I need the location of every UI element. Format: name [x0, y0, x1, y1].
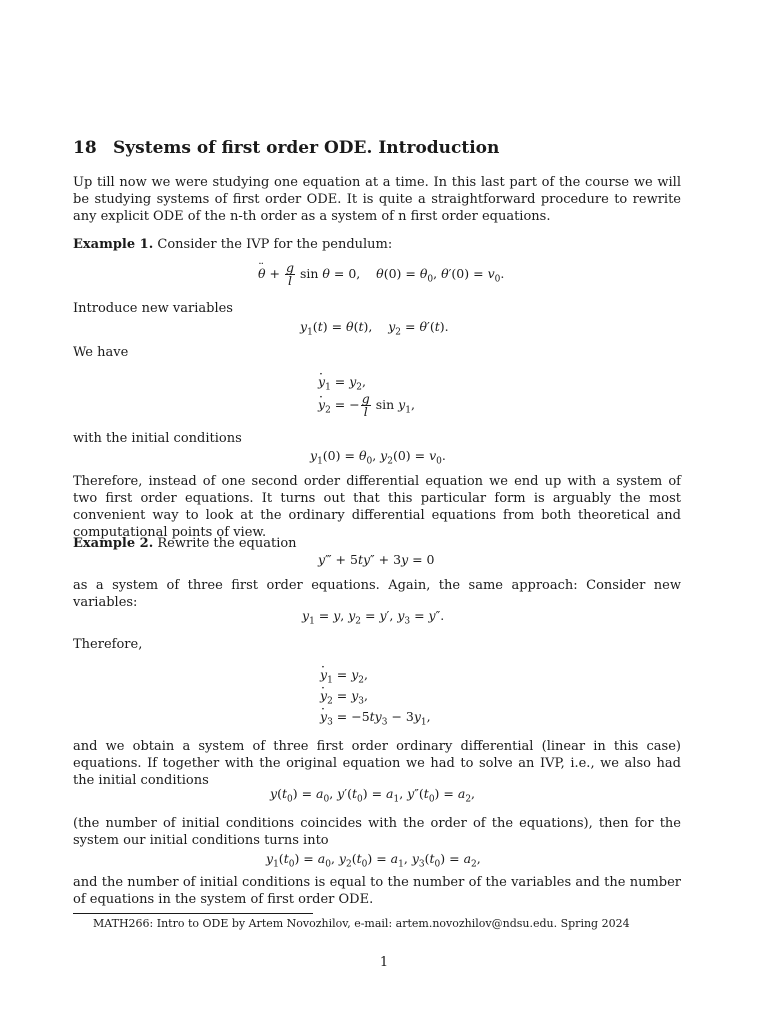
example2-original-ic: $y(t_0) = a_0$, $y'(t_0) = a_1$, $y''(t_0) = a_2$,: [270, 786, 476, 805]
example1-text: Consider the IVP for the pendulum:: [157, 237, 393, 252]
section-heading: [73, 138, 499, 158]
example2-obtain: and we obtain a system of three first order ordinary differential (linear in this case) equations. If together with the original equation we had to solve an IVP, i.e., we also had the initial conditions: [73, 739, 681, 788]
example2-equation: y‴ + 5ty″ + 3y = 0: [318, 552, 435, 567]
example2-system-ic: $y_1(t_0) = a_0$, $y_2(t_0) = a_1$, $y_3(t_0) = a_2$,: [266, 851, 481, 870]
footnote: MATH266: Intro to ODE by Artem Novozhilov, e-mail: artem.novozhilov@ndsu.edu. Spring 2024: [93, 917, 630, 930]
example2-final: and the number of initial conditions is equal to the number of the variables and the number of equations in the system of first order ODE.: [73, 875, 681, 907]
page-number: 1: [379, 955, 389, 970]
footnote-rule: [73, 913, 313, 914]
example1-variables: $y_1(t) = \theta(t)$, $y_2 = \theta'(t)$.: [300, 319, 449, 338]
example1-system-eq1: · $y_1 = y_2$,: [318, 374, 366, 393]
example2-variables: $y_1 = y$, $y_2 = y'$, $y_3 = y''$.: [302, 608, 445, 627]
pendulum-equation: ¨ θ + $\frac{g}{l}$ sin θ = 0, $\theta(0) = \theta_0$, $\theta'(0) = v_0$.: [258, 262, 504, 287]
example2-statement: [73, 535, 681, 552]
example2-text: Rewrite the equation: [157, 536, 297, 551]
example2-system-eq2: · $y_2 = y_3$,: [320, 688, 368, 707]
example1-system-eq2: · $y_2$ = − $\frac{g}{l}$ $\sin y_1$,: [318, 393, 415, 418]
section-number: 18: [73, 138, 97, 158]
section-title: Systems of first order ODE. Introduction: [113, 138, 500, 158]
example1-label: Example 1.: [73, 237, 154, 252]
example1-ic-text: with the initial conditions: [73, 431, 242, 446]
example2-system-eq1: · $y_1 = y_2$,: [320, 667, 368, 686]
example2-as-system: as a system of three first order equations. Again, the same approach: Consider new variables:: [73, 578, 681, 610]
example2-therefore: Therefore,: [73, 637, 143, 652]
example1-we-have: We have: [73, 345, 129, 360]
example1-intro-vars: Introduce new variables: [73, 301, 233, 316]
example1-conclusion: Therefore, instead of one second order differential equation we end up with a system of two first order equations. It turns out that this particular form is arguably the most convenient way to look at the ordinary differential equations from both theoretical and computational points of view.: [73, 474, 681, 540]
intro-paragraph: Up till now we were studying one equation at a time. In this last part of the course we will be studying systems of first order ODE. It is quite a straightforward procedure to rewrite any explicit ODE of the n-th order as a system of n first order equations.: [73, 175, 681, 224]
example2-system-eq3: · $y_3 = -5ty_3 - 3y_1$,: [320, 709, 431, 728]
example2-coincides: (the number of initial conditions coincides with the order of the equations), then for the system our initial conditions turns into: [73, 816, 681, 848]
example2-label: Example 2.: [73, 536, 154, 551]
example1-statement: [73, 236, 681, 253]
example1-initial-conditions: $y_1(0) = \theta_0$, $y_2(0) = v_0$.: [310, 448, 446, 467]
